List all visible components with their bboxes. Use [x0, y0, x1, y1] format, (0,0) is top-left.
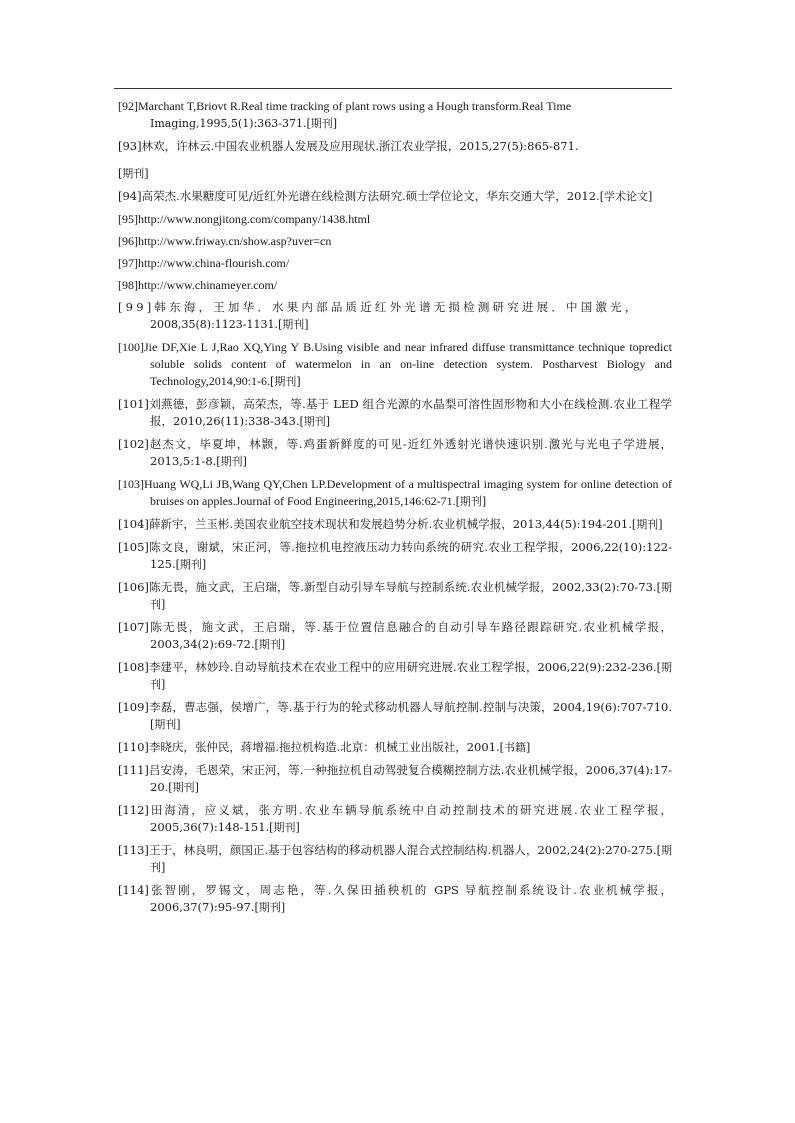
reference-text: 陈无畏，施文武，王启瑞，等.新型自动引导车导航与控制系统.农业机械学报，2002,33(2):70-73.: [148, 580, 657, 594]
reference-107: [118, 619, 672, 653]
reference-102: [118, 436, 672, 470]
reference-number: [114]: [118, 883, 149, 897]
reference-url: http://www.chinameyer.com/: [138, 278, 278, 292]
reference-type-tag: [期刊]: [306, 117, 338, 130]
reference-number: [108]: [118, 660, 149, 674]
reference-type-tag: [期刊]: [150, 661, 672, 691]
reference-110: [118, 739, 672, 756]
reference-text: 陈文良，谢斌，宋正河，等.拖拉机电控液压动力转向系统的研究.农业工程学报，2006,22(10):122-125.: [148, 540, 672, 571]
reference-type-tag: [期刊]: [270, 375, 301, 388]
reference-100: [118, 339, 672, 390]
reference-type-tag: [期刊]: [254, 638, 286, 651]
reference-text: 赵杰文，毕夏坤，林颢，等.鸡蛋新鲜度的可见-近红外透射光谱快速识别.激光与光电子学进展，2013,5:1-8.: [148, 437, 672, 468]
reference-url: http://www.nongjitong.com/company/1438.html: [138, 212, 371, 226]
reference-type-tag: [期刊]: [254, 901, 286, 914]
reference-number: [111]: [118, 763, 149, 777]
reference-type-tag: [期刊]: [150, 718, 181, 731]
reference-106: [118, 579, 672, 613]
reference-number: [98]: [118, 278, 138, 292]
reference-text: 刘燕德，彭彦颖，高荣杰，等.基于 LED 组合光源的水晶梨可溶性固形物和大小在线检测.农业工程学报，2010,26(11):338-343.: [148, 397, 672, 428]
reference-type-tag: [期刊]: [168, 781, 199, 794]
reference-type-tag: [期刊]: [455, 495, 487, 508]
reference-94: [118, 188, 672, 205]
reference-type-tag: [期刊]: [175, 558, 207, 571]
reference-number: [99]: [118, 300, 155, 314]
reference-114: [118, 882, 672, 916]
reference-list: [118, 98, 672, 922]
reference-number: [92]: [118, 99, 138, 113]
reference-number: [112]: [118, 803, 149, 817]
reference-112: [118, 802, 672, 836]
reference-101: [118, 396, 672, 430]
reference-text-continued: 2008,35(8):1123-1131.: [150, 318, 278, 331]
reference-text: 高荣杰.水果糖度可见/近红外光谱在线检测方法研究.硕士学位论文，华东交通大学，2012.: [141, 189, 600, 203]
reference-text: Jie DF,Xie L J,Rao XQ,Ying Y B.Using visible and near infrared diffuse transmittance technique topredict soluble solids content of watermelon in an on-line detection system. Postharvest Biology and Technology,2014,90:1-6.: [144, 340, 672, 388]
reference-97: [118, 255, 672, 272]
reference-text: 薛新宇，兰玉彬.美国农业航空技术现状和发展趋势分析.农业机械学报，2013,44(5):194-201.: [148, 517, 632, 531]
reference-text: Marchant T,Briovt R.Real time tracking of plant rows using a Hough transform.Real Time: [138, 99, 572, 113]
reference-95: [118, 211, 672, 228]
reference-number: [102]: [118, 437, 149, 451]
reference-number: [94]: [118, 189, 142, 203]
reference-number: [110]: [118, 740, 149, 754]
reference-url: http://www.china-flourish.com/: [138, 256, 290, 270]
reference-number: [93]: [118, 139, 142, 153]
reference-93: [93]林欢，许林云.中国农业机器人发展及应用现状.浙江农业学报，2015,27(5):865-871. [期刊]: [118, 139, 579, 180]
reference-text: 李建平，林妙玲.自动导航技术在农业工程中的应用研究进展.农业工程学报，2006,22(9):232-236.: [148, 660, 657, 674]
reference-number: [104]: [118, 517, 149, 531]
reference-number: [106]: [118, 580, 149, 594]
reference-text: 韩东海，王加华．水果内部品质近红外光谱无损检测研究进展．中国激光，: [154, 300, 640, 314]
reference-type-tag: [期刊]: [216, 455, 247, 468]
reference-96: [118, 233, 672, 250]
reference-number: [101]: [118, 397, 149, 411]
reference-number: [96]: [118, 234, 138, 248]
reference-number: [109]: [118, 700, 149, 714]
reference-type-tag: [期刊]: [277, 318, 309, 331]
reference-number: [107]: [118, 620, 149, 634]
reference-type-tag: [期刊]: [150, 581, 672, 611]
reference-number: [103]: [118, 477, 144, 491]
reference-103: [118, 476, 672, 510]
reference-number: [113]: [118, 843, 149, 857]
reference-type-tag: [期刊]: [631, 518, 663, 531]
reference-number: [95]: [118, 212, 138, 226]
reference-text: 王于，林良明，颜国正.基于包容结构的移动机器人混合式控制结构.机器人，2002,24(2):270-275.: [148, 843, 657, 857]
reference-111: [118, 762, 672, 796]
reference-url: http://www.friway.cn/show.asp?uver=cn: [138, 234, 332, 248]
reference-109: [118, 699, 672, 733]
reference-text: 李晓庆，张仲民，蒋增福.拖拉机构造.北京：机械工业出版社，2001.: [148, 740, 500, 754]
reference-text: 李磊，曹志强，侯增广，等.基于行为的轮式移动机器人导航控制.控制与决策，2004,19(6):707-710.: [148, 700, 672, 714]
reference-text: 田海清，应义斌，张方明.农业车辆导航系统中自动控制技术的研究进展.农业工程学报，2005,36(7):148-151.: [148, 803, 672, 834]
header-rule: [114, 88, 672, 89]
reference-type-tag: [期刊]: [269, 821, 300, 834]
reference-text-continued: Imaging,1995,5(1):363-371.: [150, 117, 307, 130]
reference-92: [118, 98, 672, 132]
reference-text: 陈无畏，施文武，王启瑞，等.基于位置信息融合的自动引导车路径跟踪研究.农业机械学报，2003,34(2):69-72.: [148, 620, 672, 651]
reference-number: [97]: [118, 256, 138, 270]
reference-108: [118, 659, 672, 693]
reference-text: 吕安涛，毛恩荣，宋正河，等.一种拖拉机自动驾驶复合模糊控制方法.农业机械学报，2006,37(4):17-20.: [148, 763, 672, 794]
reference-text: 林欢，许林云.中国农业机器人发展及应用现状.浙江农业学报，2015,27(5):865-871.: [141, 139, 579, 153]
reference-98: [118, 277, 672, 294]
reference-number: [100]: [118, 340, 144, 354]
reference-type-tag: [书籍]: [499, 741, 531, 754]
reference-text: 张智刚，罗锡文，周志艳，等.久保田插秧机的 GPS 导航控制系统设计.农业机械学报，2006,37(7):95-97.: [148, 883, 672, 914]
reference-type-tag: [期刊]: [150, 844, 672, 874]
reference-113: [118, 842, 672, 876]
reference-text: Huang WQ,Li JB,Wang QY,Chen LP.Development of a multispectral imaging system for online detection of bruises on apples.Journal of Food Engineering,2015,146:62-71.: [144, 477, 672, 508]
reference-number: [105]: [118, 540, 149, 554]
reference-type-tag: [学术论文]: [599, 190, 653, 203]
reference-105: [118, 539, 672, 573]
reference-type-tag: [期刊]: [299, 415, 331, 428]
reference-99: [118, 299, 672, 333]
reference-104: [118, 516, 672, 533]
